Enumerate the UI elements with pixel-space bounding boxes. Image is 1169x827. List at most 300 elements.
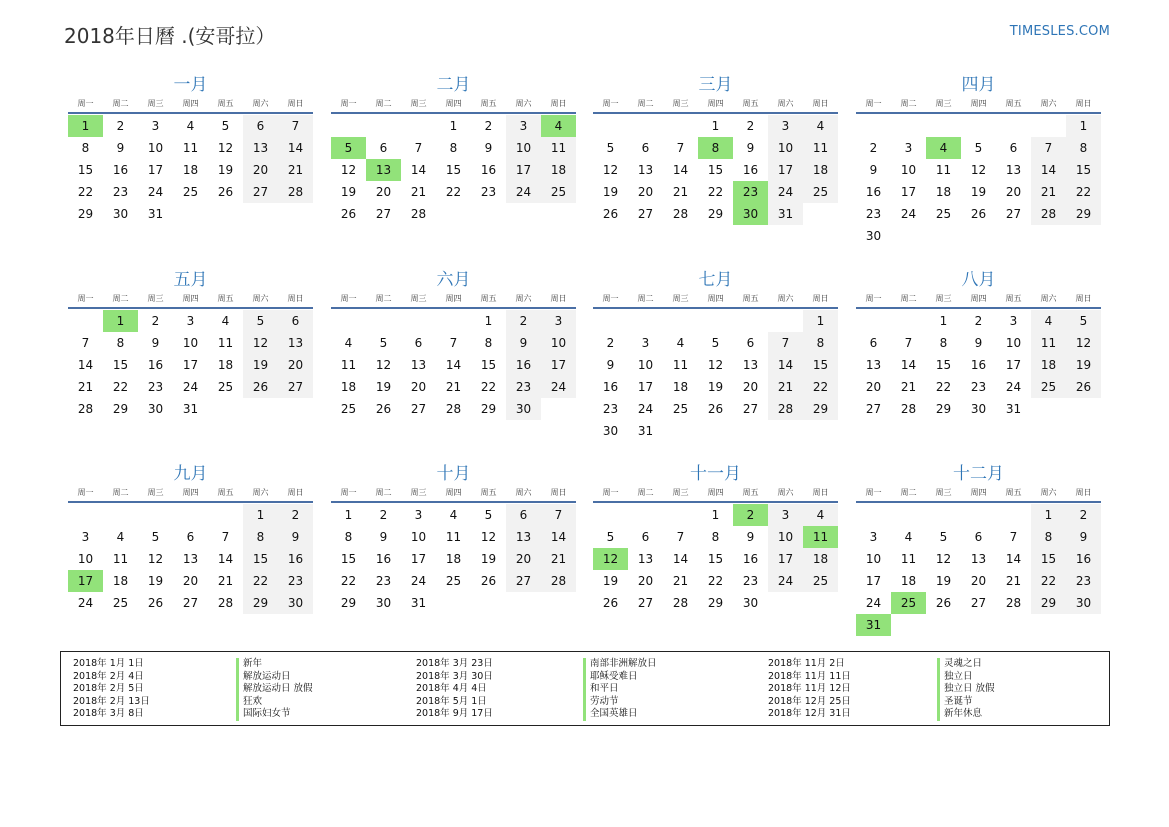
weekday-label: 周四 [182, 488, 199, 497]
month-name: 一月 [173, 75, 208, 95]
day-cell: 15 [803, 354, 838, 376]
day-cell: 22 [112, 380, 129, 394]
day-cell: 22 [803, 376, 838, 398]
day-cell: 1 [711, 508, 720, 522]
day-cell: 9 [116, 141, 125, 155]
day-cell: 16 [506, 354, 541, 376]
day-cell: 6 [278, 310, 313, 332]
day-cell: 30 [865, 229, 882, 243]
day-cell: 20 [278, 354, 313, 376]
day-cell: 9 [746, 530, 755, 544]
day-cell: 12 [375, 358, 392, 372]
day-grid [331, 115, 576, 225]
weekday-label: 周五 [742, 294, 759, 303]
holiday-date: 2018年 11月 11日 [768, 670, 851, 682]
holiday-date: 2018年 11月 2日 [768, 658, 845, 669]
day-cell: 19 [602, 574, 619, 588]
holiday-day-cell: 11 [803, 526, 838, 548]
day-cell: 10 [1005, 336, 1022, 350]
empty-cell [891, 115, 926, 137]
day-grid [331, 310, 576, 420]
month-name: 六月 [436, 270, 471, 290]
holiday-day-cell: 13 [366, 159, 401, 181]
day-cell: 22 [445, 185, 462, 199]
day-cell: 8 [116, 336, 125, 350]
day-cell: 3 [1009, 314, 1018, 328]
day-cell: 8 [344, 530, 353, 544]
day-cell: 31 [147, 207, 164, 221]
empty-cell [891, 504, 926, 526]
day-cell: 15 [935, 358, 952, 372]
day-cell: 15 [340, 552, 357, 566]
day-cell: 4 [803, 115, 838, 137]
day-cell: 17 [1005, 358, 1022, 372]
day-cell: 31 [410, 596, 427, 610]
day-cell: 19 [243, 354, 278, 376]
day-cell: 25 [340, 402, 357, 416]
day-cell: 9 [1066, 526, 1101, 548]
day-cell: 30 [147, 402, 164, 416]
day-grid [593, 504, 838, 614]
day-cell: 18 [445, 552, 462, 566]
empty-cell [698, 310, 733, 332]
month-name: 十月 [436, 464, 471, 484]
holiday-date: 2018年 4月 4日 [416, 683, 487, 694]
day-cell: 16 [375, 552, 392, 566]
weekday-label: 周三 [935, 488, 952, 497]
day-cell: 7 [1009, 530, 1018, 544]
day-cell: 10 [410, 530, 427, 544]
holiday-day-cell: 23 [733, 181, 768, 203]
day-cell: 10 [541, 332, 576, 354]
day-cell: 30 [742, 596, 759, 610]
empty-cell [68, 310, 103, 332]
day-cell: 25 [217, 380, 234, 394]
day-cell: 16 [480, 163, 497, 177]
weekday-label: 周二 [375, 294, 392, 303]
day-cell: 20 [506, 548, 541, 570]
day-cell: 5 [939, 530, 948, 544]
weekday-label: 周六 [252, 294, 269, 303]
day-cell: 12 [602, 163, 619, 177]
day-cell: 21 [672, 574, 689, 588]
weekday-label: 周六 [252, 99, 269, 108]
day-cell: 20 [637, 574, 654, 588]
day-cell: 22 [77, 185, 94, 199]
weekday-label: 周五 [480, 294, 497, 303]
empty-cell [663, 310, 698, 332]
weekday-label: 周二 [112, 294, 129, 303]
day-cell: 9 [379, 530, 388, 544]
day-cell: 13 [1005, 163, 1022, 177]
day-cell: 13 [742, 358, 759, 372]
empty-cell [68, 504, 103, 526]
day-cell: 3 [81, 530, 90, 544]
weekday-label: 周四 [182, 99, 199, 108]
day-cell: 7 [449, 336, 458, 350]
day-cell: 6 [974, 530, 983, 544]
holiday-name: 狂欢 [236, 696, 313, 709]
day-cell: 12 [243, 332, 278, 354]
day-cell: 19 [707, 380, 724, 394]
holiday-date-column [768, 658, 851, 721]
weekday-label: 周日 [812, 294, 829, 303]
day-cell: 13 [865, 358, 882, 372]
day-cell: 15 [1031, 548, 1066, 570]
day-cell: 23 [278, 570, 313, 592]
day-cell: 11 [445, 530, 462, 544]
weekday-label: 周五 [1005, 488, 1022, 497]
day-cell: 24 [410, 574, 427, 588]
empty-cell [856, 504, 891, 526]
day-cell: 26 [217, 185, 234, 199]
site-link[interactable]: TIMESLES.COM [1009, 24, 1110, 39]
day-cell: 4 [803, 504, 838, 526]
day-cell: 4 [186, 119, 195, 133]
day-cell: 26 [602, 207, 619, 221]
day-cell: 29 [480, 402, 497, 416]
day-cell: 7 [541, 504, 576, 526]
holiday-date: 2018年 3月 23日 [416, 658, 493, 669]
day-cell: 13 [410, 358, 427, 372]
day-cell: 24 [637, 402, 654, 416]
day-cell: 16 [970, 358, 987, 372]
month-name: 九月 [173, 464, 208, 484]
month-block [331, 74, 576, 225]
weekday-label: 周六 [515, 294, 532, 303]
day-cell: 29 [1066, 203, 1101, 225]
month-name: 八月 [961, 270, 996, 290]
day-cell: 8 [484, 336, 493, 350]
day-cell: 26 [340, 207, 357, 221]
day-cell: 26 [243, 376, 278, 398]
day-cell: 26 [480, 574, 497, 588]
holiday-name: 新年休息 [937, 708, 995, 721]
day-cell: 23 [480, 185, 497, 199]
day-cell: 15 [707, 552, 724, 566]
weekday-label: 周四 [445, 99, 462, 108]
day-cell: 5 [243, 310, 278, 332]
day-cell: 25 [1031, 376, 1066, 398]
day-cell: 19 [217, 163, 234, 177]
weekday-label: 周二 [112, 488, 129, 497]
weekday-label: 周三 [935, 99, 952, 108]
day-cell: 18 [803, 159, 838, 181]
day-cell: 21 [445, 380, 462, 394]
day-cell: 10 [147, 141, 164, 155]
day-cell: 14 [672, 163, 689, 177]
day-cell: 7 [1031, 137, 1066, 159]
month-name: 十二月 [953, 464, 1004, 484]
day-cell: 27 [243, 181, 278, 203]
day-cell: 31 [637, 424, 654, 438]
day-cell: 6 [641, 141, 650, 155]
weekday-header [856, 96, 1101, 114]
day-cell: 6 [379, 141, 388, 155]
month-name: 三月 [698, 75, 733, 95]
weekday-label: 周日 [287, 294, 304, 303]
day-cell: 29 [707, 207, 724, 221]
weekday-header [68, 96, 313, 114]
day-cell: 18 [900, 574, 917, 588]
day-cell: 4 [221, 314, 230, 328]
weekday-label: 周六 [777, 488, 794, 497]
day-cell: 29 [77, 207, 94, 221]
day-cell: 15 [77, 163, 94, 177]
holiday-date: 2018年 2月 13日 [73, 695, 150, 707]
day-cell: 28 [1031, 203, 1066, 225]
empty-cell [331, 115, 366, 137]
month-block [593, 463, 838, 614]
month-block [593, 269, 838, 442]
day-cell: 26 [147, 596, 164, 610]
day-cell: 25 [803, 181, 838, 203]
day-cell: 10 [637, 358, 654, 372]
day-cell: 18 [672, 380, 689, 394]
holiday-name-column [937, 658, 995, 721]
weekday-label: 周四 [445, 294, 462, 303]
day-cell: 19 [147, 574, 164, 588]
day-cell: 14 [217, 552, 234, 566]
weekday-label: 周二 [637, 99, 654, 108]
day-cell: 4 [116, 530, 125, 544]
day-cell: 3 [768, 504, 803, 526]
weekday-label: 周三 [410, 99, 427, 108]
day-cell: 8 [939, 336, 948, 350]
holiday-date: 2018年 9月 17日 [416, 708, 493, 719]
day-cell: 12 [147, 552, 164, 566]
day-cell: 21 [1031, 181, 1066, 203]
day-cell: 2 [974, 314, 983, 328]
weekday-header [68, 485, 313, 503]
day-cell: 5 [1066, 310, 1101, 332]
holiday-name: 和平日 [583, 683, 657, 696]
holiday-day-cell: 4 [541, 115, 576, 137]
day-cell: 14 [77, 358, 94, 372]
day-cell: 1 [803, 310, 838, 332]
weekday-label: 周五 [1005, 294, 1022, 303]
day-cell: 10 [182, 336, 199, 350]
day-cell: 11 [803, 137, 838, 159]
empty-cell [856, 115, 891, 137]
day-cell: 26 [602, 596, 619, 610]
month-name: 四月 [961, 75, 996, 95]
holiday-day-cell: 1 [103, 310, 138, 332]
day-cell: 26 [935, 596, 952, 610]
holiday-name: 国际妇女节 [236, 708, 313, 721]
day-cell: 17 [865, 574, 882, 588]
day-cell: 16 [1066, 548, 1101, 570]
day-cell: 25 [445, 574, 462, 588]
day-cell: 30 [112, 207, 129, 221]
day-cell: 7 [676, 141, 685, 155]
month-block [68, 74, 313, 225]
weekday-label: 周六 [777, 294, 794, 303]
day-cell: 22 [340, 574, 357, 588]
day-cell: 12 [707, 358, 724, 372]
weekday-header [68, 291, 313, 309]
day-cell: 7 [904, 336, 913, 350]
day-cell: 3 [506, 115, 541, 137]
weekday-header [331, 96, 576, 114]
day-cell: 17 [637, 380, 654, 394]
day-cell: 11 [672, 358, 689, 372]
day-cell: 11 [541, 137, 576, 159]
weekday-label: 周五 [742, 488, 759, 497]
month-name: 五月 [173, 270, 208, 290]
weekday-label: 周六 [777, 99, 794, 108]
day-cell: 11 [340, 358, 357, 372]
weekday-header [593, 485, 838, 503]
day-cell: 27 [182, 596, 199, 610]
day-cell: 8 [1031, 526, 1066, 548]
day-cell: 24 [541, 376, 576, 398]
day-cell: 10 [77, 552, 94, 566]
empty-cell [856, 310, 891, 332]
weekday-label: 周一 [77, 294, 94, 303]
weekday-header [331, 485, 576, 503]
empty-cell [768, 310, 803, 332]
month-block [331, 463, 576, 614]
holiday-name: 耶稣受难日 [583, 671, 657, 684]
day-cell: 21 [278, 159, 313, 181]
day-cell: 11 [112, 552, 129, 566]
weekday-label: 周五 [1005, 99, 1022, 108]
day-cell: 8 [81, 141, 90, 155]
month-block [593, 74, 838, 225]
empty-cell [891, 310, 926, 332]
day-cell: 19 [375, 380, 392, 394]
holiday-name-column [236, 658, 313, 721]
day-cell: 10 [900, 163, 917, 177]
holiday-date: 2018年 3月 30日 [416, 670, 493, 682]
weekday-label: 周五 [480, 99, 497, 108]
day-grid [331, 504, 576, 614]
day-cell: 10 [865, 552, 882, 566]
day-cell: 7 [278, 115, 313, 137]
day-cell: 17 [768, 548, 803, 570]
day-cell: 31 [768, 203, 803, 225]
day-cell: 15 [243, 548, 278, 570]
day-cell: 18 [112, 574, 129, 588]
weekday-label: 周日 [1075, 99, 1092, 108]
day-cell: 11 [935, 163, 952, 177]
empty-cell [138, 504, 173, 526]
weekday-label: 周二 [900, 294, 917, 303]
day-cell: 16 [112, 163, 129, 177]
day-cell: 8 [1066, 137, 1101, 159]
empty-cell [628, 504, 663, 526]
empty-cell [366, 310, 401, 332]
empty-cell [103, 504, 138, 526]
day-grid [593, 310, 838, 442]
holiday-date: 2018年 2月 5日 [73, 683, 144, 694]
day-cell: 18 [803, 548, 838, 570]
day-cell: 27 [410, 402, 427, 416]
weekday-label: 周五 [217, 99, 234, 108]
day-cell: 17 [541, 354, 576, 376]
day-cell: 1 [449, 119, 458, 133]
day-cell: 1 [484, 314, 493, 328]
weekday-label: 周一 [865, 294, 882, 303]
day-cell: 5 [221, 119, 230, 133]
day-cell: 25 [112, 596, 129, 610]
day-cell: 16 [147, 358, 164, 372]
holiday-day-cell: 31 [856, 614, 891, 636]
day-cell: 12 [935, 552, 952, 566]
month-name: 七月 [698, 270, 733, 290]
weekday-label: 周五 [217, 294, 234, 303]
day-cell: 10 [506, 137, 541, 159]
day-cell: 13 [637, 552, 654, 566]
empty-cell [961, 504, 996, 526]
day-cell: 11 [217, 336, 234, 350]
day-cell: 14 [768, 354, 803, 376]
month-name: 十一月 [690, 464, 741, 484]
day-cell: 19 [1066, 354, 1101, 376]
day-cell: 19 [480, 552, 497, 566]
day-cell: 4 [904, 530, 913, 544]
empty-cell [436, 310, 471, 332]
day-cell: 24 [768, 570, 803, 592]
day-cell: 15 [480, 358, 497, 372]
day-grid [68, 115, 313, 225]
day-grid [856, 115, 1101, 247]
day-cell: 24 [768, 181, 803, 203]
day-cell: 16 [742, 163, 759, 177]
day-cell: 19 [935, 574, 952, 588]
day-cell: 4 [344, 336, 353, 350]
day-cell: 28 [217, 596, 234, 610]
month-block [331, 269, 576, 420]
month-name: 二月 [436, 75, 471, 95]
holiday-list [60, 651, 1110, 726]
day-cell: 22 [243, 570, 278, 592]
day-cell: 24 [1005, 380, 1022, 394]
day-cell: 28 [768, 398, 803, 420]
holiday-name: 劳动节 [583, 696, 657, 709]
holiday-day-cell: 2 [733, 504, 768, 526]
day-cell: 29 [112, 402, 129, 416]
day-cell: 18 [935, 185, 952, 199]
day-cell: 22 [935, 380, 952, 394]
day-cell: 21 [768, 376, 803, 398]
weekday-label: 周六 [1040, 99, 1057, 108]
day-cell: 8 [449, 141, 458, 155]
holiday-name: 全国英雄日 [583, 708, 657, 721]
day-cell: 21 [77, 380, 94, 394]
day-cell: 2 [379, 508, 388, 522]
day-cell: 23 [865, 207, 882, 221]
day-cell: 5 [711, 336, 720, 350]
weekday-label: 周四 [970, 488, 987, 497]
day-cell: 19 [970, 185, 987, 199]
weekday-header [593, 291, 838, 309]
day-cell: 29 [1031, 592, 1066, 614]
day-cell: 15 [1066, 159, 1101, 181]
day-cell: 25 [935, 207, 952, 221]
weekday-label: 周四 [182, 294, 199, 303]
weekday-label: 周二 [375, 99, 392, 108]
day-cell: 14 [541, 526, 576, 548]
day-cell: 22 [707, 185, 724, 199]
month-block [68, 463, 313, 614]
month-block [68, 269, 313, 420]
holiday-date: 2018年 11月 12日 [768, 683, 851, 694]
day-cell: 11 [182, 141, 199, 155]
weekday-label: 周二 [900, 99, 917, 108]
empty-cell [173, 504, 208, 526]
